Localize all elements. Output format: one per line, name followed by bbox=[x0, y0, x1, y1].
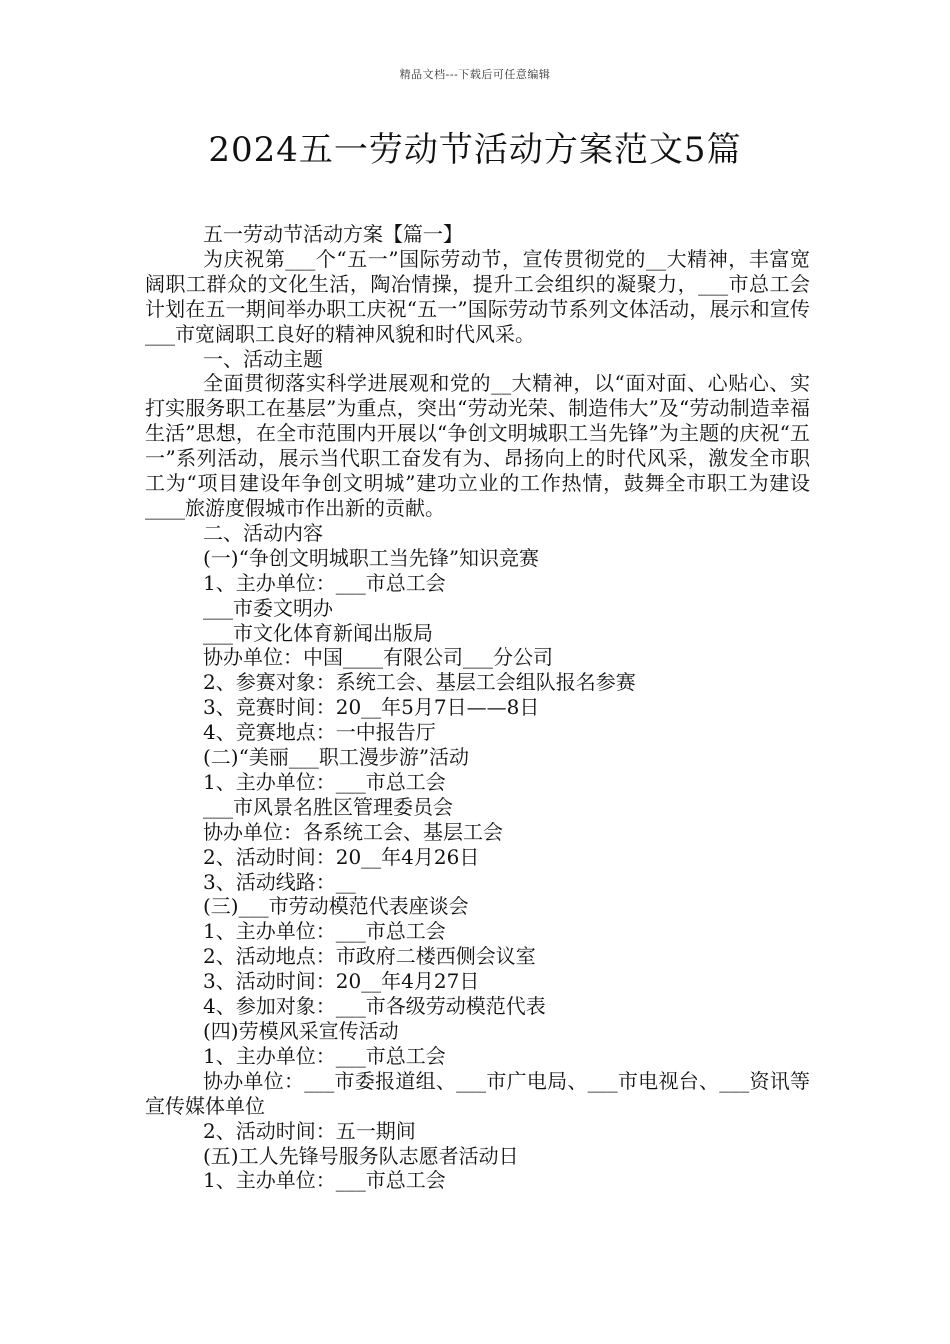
list-item: 2、活动时间：五一期间 bbox=[203, 1118, 416, 1143]
list-item: 1、主办单位：___市总工会 bbox=[203, 570, 446, 595]
list-item: 协办单位：中国____有限公司___分公司 bbox=[203, 645, 553, 670]
header-note: 精品文档---下载后可任意编辑 bbox=[399, 68, 551, 81]
list-item: (二)“美丽___职工漫步游”活动 bbox=[203, 745, 470, 770]
theme-heading: 一、活动主题 bbox=[203, 346, 323, 371]
list-item: 协办单位：各系统工会、基层工会 bbox=[203, 819, 503, 844]
list-item: 2、活动时间：20__年4月26日 bbox=[203, 844, 480, 869]
section-heading: 五一劳动节活动方案【篇一】 bbox=[203, 222, 463, 246]
list-item: 3、竞赛时间：20__年5月7日——8日 bbox=[203, 695, 540, 720]
list-item: 1、主办单位：___市总工会 bbox=[203, 1168, 446, 1193]
document-title: 2024五一劳动节活动方案范文5篇 bbox=[208, 130, 742, 170]
list-item: ___市委文明办 bbox=[203, 595, 333, 620]
list-item: 4、参加对象：___市各级劳动模范代表 bbox=[203, 994, 546, 1019]
list-item: 2、参赛对象：系统工会、基层工会组队报名参赛 bbox=[203, 670, 636, 695]
list-item: (五)工人先锋号服务队志愿者活动日 bbox=[203, 1143, 519, 1168]
list-item: 1、主办单位：___市总工会 bbox=[203, 769, 446, 794]
list-item: 2、活动地点：市政府二楼西侧会议室 bbox=[203, 944, 536, 969]
intro-paragraph: 为庆祝第___个“五一”国际劳动节，宣传贯彻党的__大精神，丰富宽阔职工群众的文化生活，陶冶情操，提升工会组织的凝聚力，___市总工会计划在五一期间举办职工庆祝“五一”国际劳动节系列文体活动，展示和宣传___市宽阔职工良好的精神风貌和时代风采。 bbox=[145, 246, 810, 346]
list-item: ___市风景名胜区管理委员会 bbox=[203, 794, 453, 819]
list-item: (三)___市劳动模范代表座谈会 bbox=[203, 894, 469, 919]
theme-paragraph: 全面贯彻落实科学进展观和党的__大精神，以“面对面、心贴心、实打实服务职工在基层”为重点，突出“劳动光荣、制造伟大”及“劳动制造幸福生活”思想，在全市范围内开展以“争创文明城职工当先锋”为主题的庆祝“五一”系列活动，展示当代职工奋发有为、昂扬向上的时代风采，激发全市职工为“项目建设年争创文明城”建功立业的工作热情，鼓舞全市职工为建设____旅游度假城市作出新的贡献。 bbox=[145, 371, 810, 520]
list-item: 4、竞赛地点：一中报告厅 bbox=[203, 720, 436, 745]
list-item: (四)劳模风采宣传活动 bbox=[203, 1019, 399, 1043]
content-heading: 二、活动内容 bbox=[203, 520, 323, 545]
co-organizer-paragraph: 协办单位：___市委报道组、___市广电局、___市电视台、___资讯等宣传媒体单位 bbox=[145, 1068, 810, 1118]
list-item: 3、活动线路：__ bbox=[203, 869, 356, 894]
list-item: 1、主办单位：___市总工会 bbox=[203, 1043, 446, 1068]
document-body bbox=[145, 222, 810, 1193]
list-item: 1、主办单位：___市总工会 bbox=[203, 919, 446, 944]
list-item: (一)“争创文明城职工当先锋”知识竞赛 bbox=[203, 545, 540, 570]
list-item: 3、活动时间：20__年4月27日 bbox=[203, 969, 480, 994]
list-item: ___市文化体育新闻出版局 bbox=[203, 620, 433, 645]
